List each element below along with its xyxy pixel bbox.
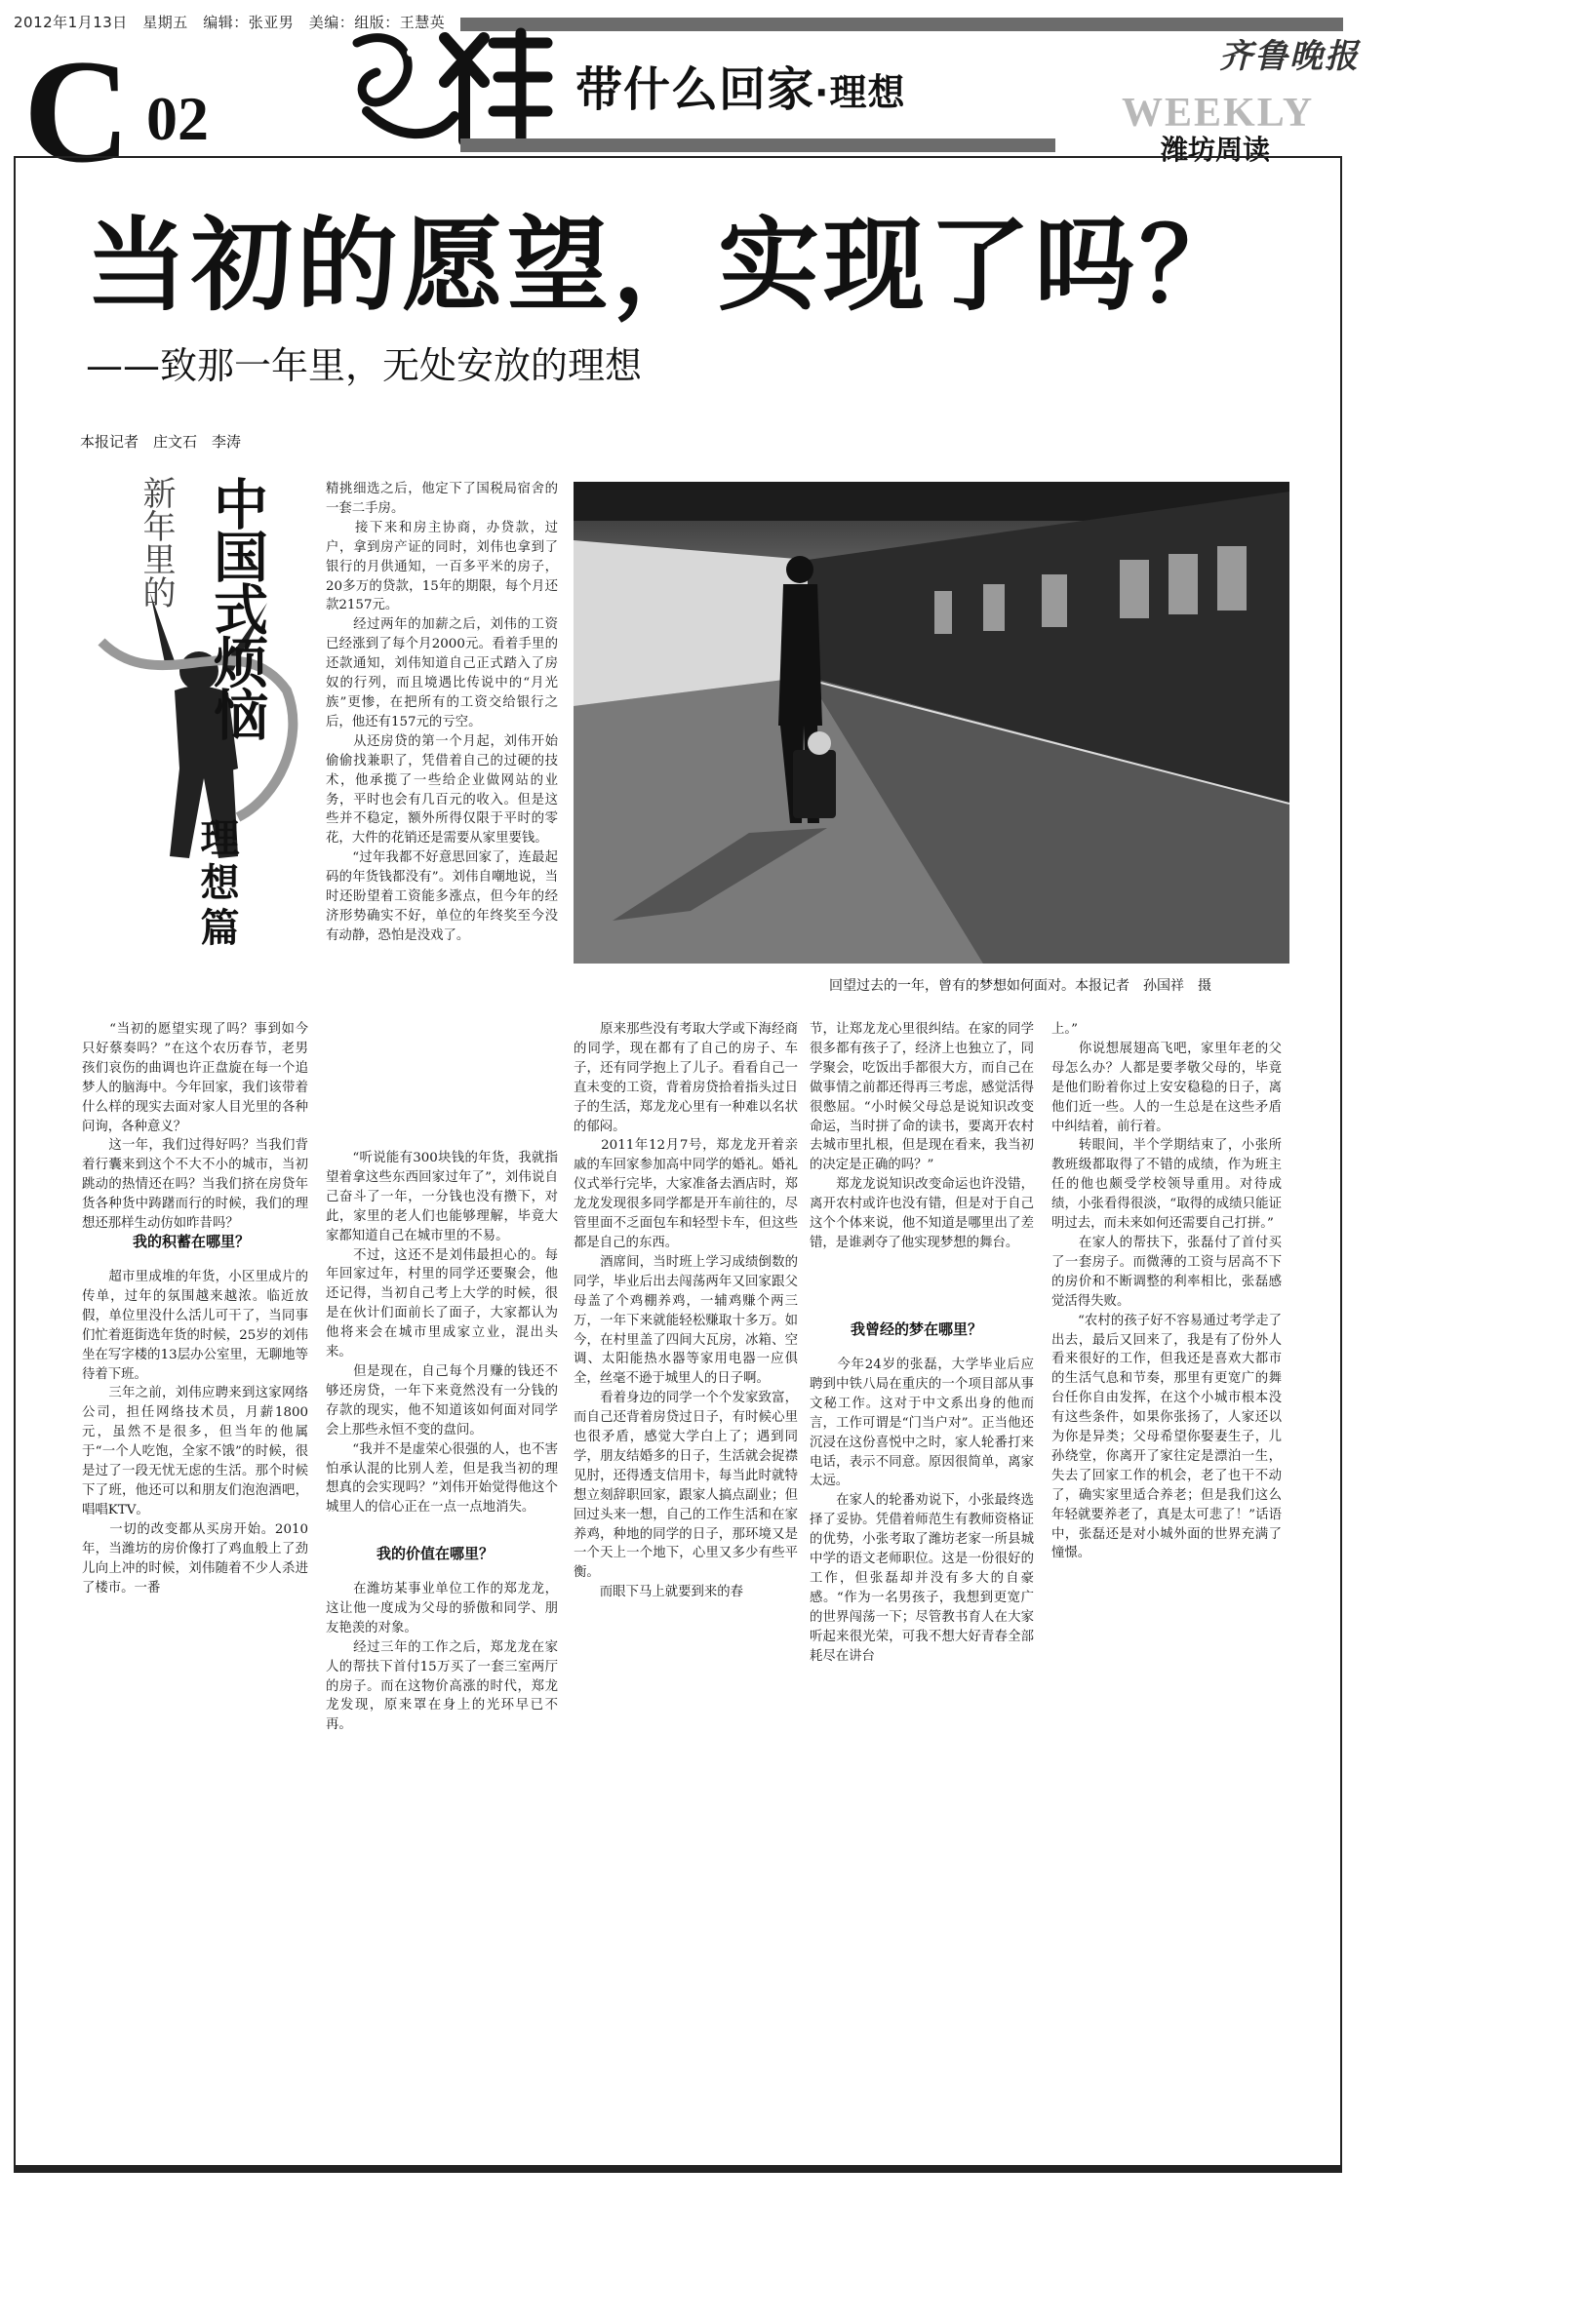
subheadline: ——致那一年里，无处安放的理想 [86,344,643,387]
article-column-3: 原来那些没有考取大学或下海经商的同学，现在都有了自己的房子、车子，还有同学抱上了儿子。看看自己一直未变的工资，背着房贷拾着指头过日子的生活，郑龙龙心里有一种难以名状的郁闷。 2011年12月7号，郑龙龙开着亲戚的车回家参加高中同学的婚礼。婚礼仪式举行完毕，大家准备去酒店时，郑龙龙发现很多同学都是开车前往的，尽管里面不乏面包车和轻型卡车，但这些都是自己的东西。 酒席间，当时班上学习成绩倒数的同学，毕业后出去闯荡两年又回家跟父母盖了个鸡棚养鸡，一辅鸡赚个两三万，一年下来就能轻松赚取十多万。如今，在村里盖了四间大瓦房，冰箱、空调、太阳能热水器等家用电器一应俱全，丝毫不逊于城里人的日子啊。 看着身边的同学一个个发家致富，而自己还背着房贷过日子，有时候心里也很矛盾，感觉大学白上了；遇到同学，朋友结婚多的日子，生活就会捉襟见肘，还得透支信用卡，每当此时就特想立刻辞职回家，跟家人搞点副业；但回过头来一想，自己的工作生活和在家养鸡，种地的同学的日子，那环境又是一个天上一个地下，心里又多少有些平衡。 而眼下马上就要到来的春 [574,1022,798,1600]
section-title-sub: ·理想 [814,71,906,114]
article-column-upper: 精挑细选之后，他定下了国税局宿舍的一套二手房。 接下来和房主协商，办贷款，过户，拿到房产证的同时，刘伟也拿到了银行的月供通知，一百多平米的房子，20多万的贷款，15年的期限，每个月还款2157元。 经过两年的加薪之后，刘伟的工资已经涨到了每个月2000元。看着手里的还款通知，刘伟知道自己正式踏入了房奴的行列，而且境遇比传说中的“月光族”更惨，在把所有的工资交给银行之后，他还有157元的亏空。 从还房贷的第一个月起，刘伟开始偷偷找兼职了，凭借着自己的过硬的技术，他承揽了一些给企业做网站的业务，平时也会有几百元的收入。但是这些并不稳定，额外所得仅限于平时的零花，大件的花销还是需要从家里要钱。 “过年我都不好意思回家了，连最起码的年货钱都没有”。刘伟自嘲地说，当时还盼望着工资能多涨点，但今年的经济形势确实不好，单位的年终奖至今没有动静，恐怕是没戏了。 [326,482,558,943]
weekly-cn-label: 潍坊周读 [1161,134,1271,166]
page-number: 02 [146,84,209,153]
article-column-1: “当初的愿望实现了吗？事到如今只好蔡奏吗？”在这个农历春节，老男孩们哀伤的曲调也许正盘旋在每一个追梦人的脑海中。今年回家，我们该带着什么样的现实去面对家人目光里的各种问询，各种意义？ 这一年，我们过得好吗？当我们背着行囊来到这个不大不小的城市，当初跳动的热情还在吗？当我们挤在房贷年货各种货中踌躇而行的时候，我们的理想还那样生动仿如昨昔吗？ [82,1022,308,1232]
promo-line-2: 中国式烦恼 [205,476,268,739]
weekly-label: WEEKLY [1122,91,1315,136]
section-logo-text: 过年 [437,138,458,150]
page-letter: C [23,29,127,193]
promo-line-1: 新年里的 [137,476,176,609]
section-heading-dream: 我曾经的梦在哪里？ [851,1320,983,1338]
section-heading-value: 我的价值在哪里？ [376,1545,495,1562]
article-column-5: 上。” 你说想展翅高飞吧，家里年老的父母怎么办？人都是要孝敬父母的，毕竟是他们盼着你过上安安稳稳的日子，离他们近一些。人的一生总是在这些矛盾中纠结着，前行着。 转眼间，半个学期结束了，小张所教班级都取得了不错的成绩，作为班主任的他也颇受学校领导重用。对待成绩，小张看得很淡，“取得的成绩只能证明过去，而未来如何还需要自己打拼。” 在家人的帮扶下，张磊付了首付买了一套房子。而微薄的工资与居高不下的房价和不断调整的利率相比，张磊感觉活得失败。 “农村的孩子好不容易通过考学走了出去，最后又回来了，我是有了份外人看来很好的工作，但我还是喜欢大都市的生活气息和节奏，那里有更宽广的舞台任你自由发挥，在这个小城市根本没有这些条件，如果你张扬了，人家还以为你是异类；父母希望你娶妻生子，儿孙绕堂，你离开了家往定是漂泊一生，失去了回家工作的机会，老了也干不动了，确实家里适合养老；但是我们这么年轻就要养老了，真是太可悲了！”话语中，张磊还是对小城外面的世界充满了憧憬。 [1051,1022,1282,1561]
section-title-main: 带什么回家 [575,62,815,117]
paper-name: 齐鲁晚报 [1219,37,1360,76]
article-column-2: “听说能有300块钱的年货，我就指望着拿这些东西回家过年了”，刘伟说自己奋斗了一年，一分钱也没有攒下，对此，家里的老人们也能够理解，毕竟大家都知道自己在城市里的不易。 不过，这还不是刘伟最担心的。每年回家过年，村里的同学还要聚会，他还记得，当初自己考上大学的时候，很是在伙计们面前长了面子，大家都认为他将来会在城市里成家立业，混出头来。 但是现在，自己每个月赚的钱还不够还房贷，一年下来竟然没有一分钱的存款的现实，他不知道该如何面对同学会上那些永恒不变的盘问。 “我并不是虚荣心很强的人，也不害怕承认混的比别人差，但是我当初的理想真的会实现吗？”刘伟开始觉得他这个城里人的信心正在一点一点地消失。 [326,1151,558,1516]
photo-caption: 回望过去的一年，曾有的梦想如何面对。本报记者 孙国祥 摄 [829,978,1211,994]
section-heading-savings: 我的积蓄在哪里？ [133,1233,251,1250]
promo-line-3: 理想篇 [194,817,239,952]
article-column-4: 节，让郑龙龙心里很纠结。在家的同学很多都有孩子了，经济上也独立了，同学聚会，吃饭出手都很大方，而自己在做事情之前都还得再三考虑，感觉活得很憋屈。“小时候父母总是说知识改变命运，当时拼了命的读书，要离开农村去城市里扎根，但是现在看来，我当初的决定是正确的吗？” 郑龙龙说知识改变命运也许没错，离开农村或许也没有错，但是对于自己这个个体来说，他不知道是哪里出了差错，是谁剥夺了他实现梦想的舞台。 [810,1022,1034,1250]
headline: 当初的愿望，实现了吗？ [86,206,1246,325]
section-logo [337,23,558,152]
article-column-4b: 今年24岁的张磊，大学毕业后应聘到中铁八局在重庆的一个项目部从事文秘工作。这对于中文系出身的他而言，工作可谓是“门当户对”。正当他还沉浸在这份喜悦中之时，家人轮番打来电话，表示不同意。原因很简单，离家太远。 在家人的轮番劝说下，小张最终选择了妥协。凭借着师范生有教师资格证的优势，小张考取了潍坊老家一所县城中学的语文老师职位。这是一份很好的工作，但张磊却并没有多大的自豪感。“作为一名男孩子，我想到更宽广的世界闯荡一下；尽管教书育人在大家听起来很光荣，可我不想大好青春全部耗尽在讲台 [810,1358,1034,1664]
issue-meta: 2012年1月13日 星期五 编辑：张亚男 美编：组版：王慧英 [14,14,446,31]
byline: 本报记者 庄文石 李涛 [80,433,242,451]
section-title [575,62,906,117]
train-platform-photo [574,482,1289,964]
article-column-2b: 在潍坊某事业单位工作的郑龙龙，这让他一度成为父母的骄傲和同学、朋友艳羡的对象。 经过三年的工作之后，郑龙龙在家人的帮扶下首付15万买了一套三室两厅的房子。而在这物价高涨的时代，郑龙龙发现，原来罩在身上的光环早已不再。 [326,1582,558,1733]
photo-illustration [574,482,1289,964]
section-logo-art [337,23,558,152]
article-column-1b: 超市里成堆的年货，小区里成片的传单，过年的氛围越来越浓。临近放假，单位里没什么活儿可干了，当同事们忙着逛街选年货的时候，25岁的刘伟坐在写字楼的13层办公室里，无聊地等待着下班。 三年之前，刘伟应聘来到这家网络公司，担任网络技术员，月薪1800元，虽然不是很多，但当年的他属于“一个人吃饱，全家不饿”的时候，很是过了一段无忧无虑的生活。那个时候下了班，他还可以和朋友们泡泡酒吧，唱唱KTV。 一切的改变都从买房开始。2010年，当潍坊的房价像打了鸡血般上了劲儿向上冲的时候，刘伟随着不少人杀进了楼市。一番 [82,1270,308,1595]
series-promo [82,466,306,973]
header-bar-lower [460,138,1055,152]
header-bar [460,18,1343,31]
